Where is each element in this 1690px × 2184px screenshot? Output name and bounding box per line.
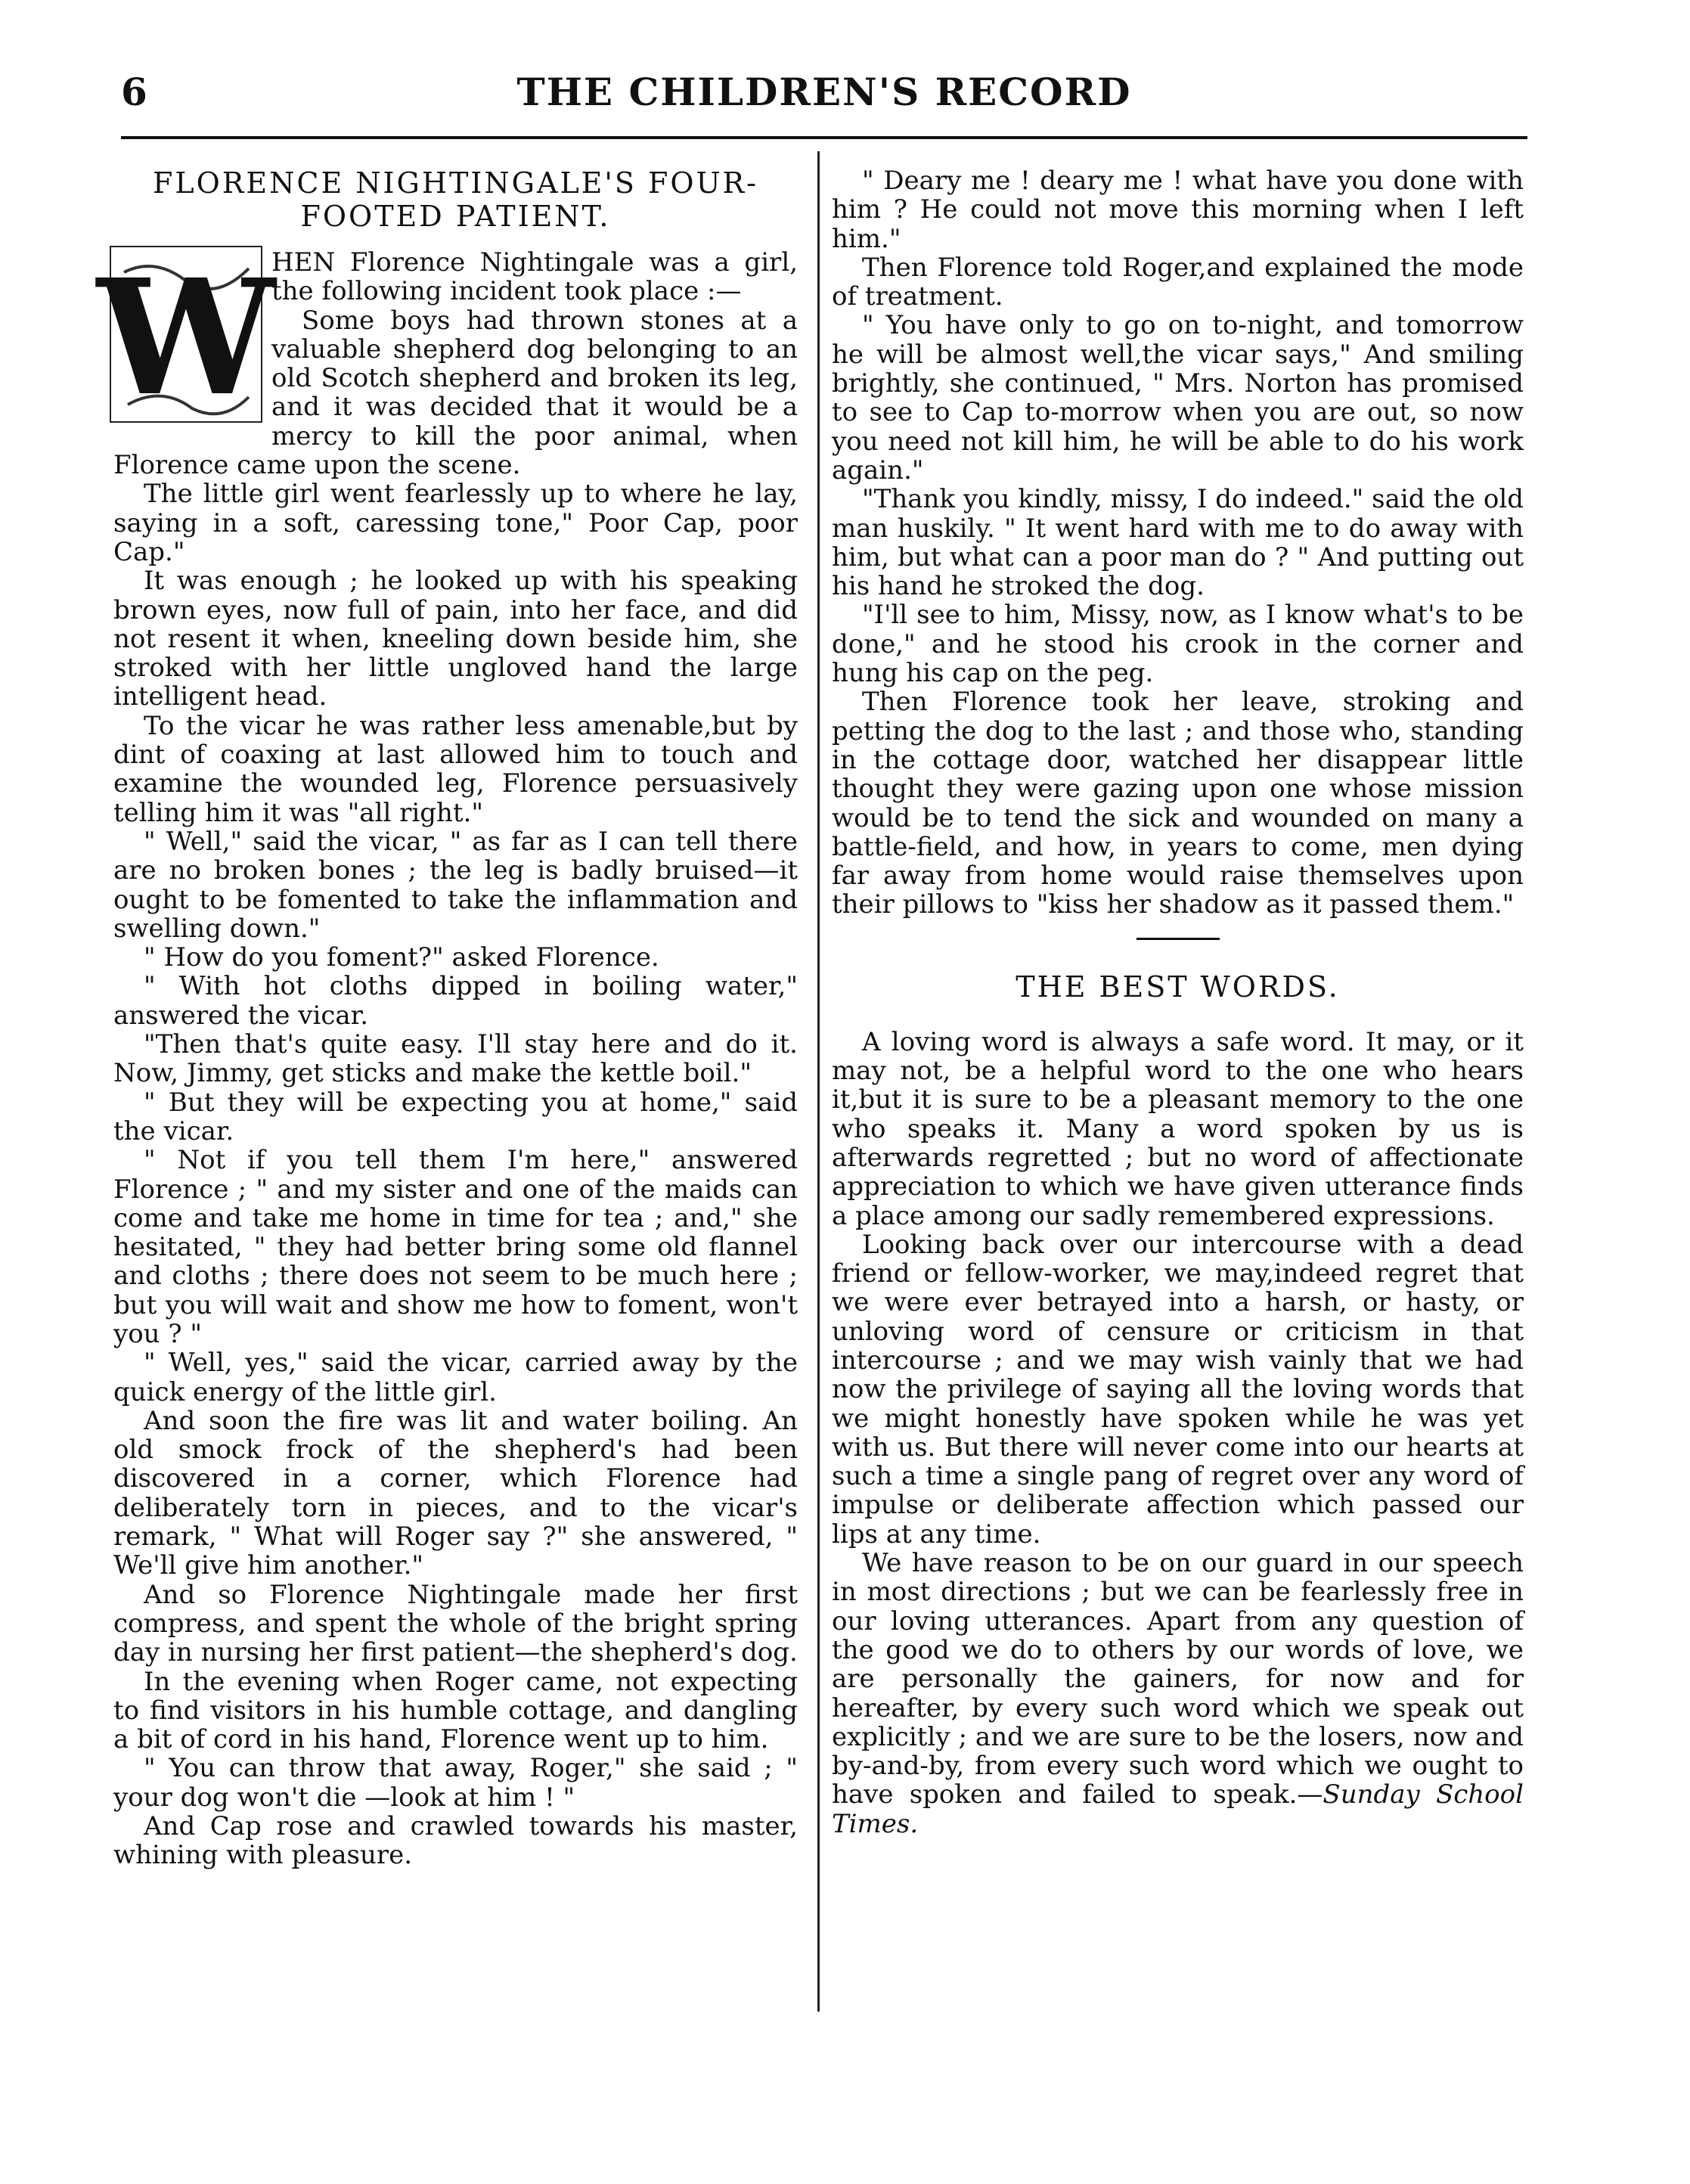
periodical-title: THE CHILDREN'S RECORD — [516, 70, 1132, 114]
paragraph: To the vicar he was rather less amenable,but by dint of coaxing at last allowed him to touch and examine the wounded leg, Florence persuasively telling him it was "all right." — [113, 710, 798, 828]
paragraph: " Well," said the vicar, " as far as I can tell there are no broken bones ; the leg is badly bruised—it ought to be fomented to take the inflammation and swelling down." — [113, 826, 798, 944]
paragraph: And Cap rose and crawled towards his master, whining with pleasure. — [113, 1811, 798, 1871]
paragraph: The little girl went fearlessly up to where he lay, saying in a soft, caressing tone," Poor Cap, poor Cap." — [113, 479, 798, 567]
paragraph: "I'll see to him, Missy, now, as I know what's to be done," and he stood his crook in the corner and hung his cap on the peg. — [832, 600, 1524, 689]
page-number: 6 — [121, 70, 147, 114]
paragraph: " You can throw that away, Roger," she said ; " your dog won't die —look at him ! " — [113, 1753, 798, 1813]
paragraph: It was enough ; he looked up with his speaking brown eyes, now full of pain, into her face, and did not resent it when, kneeling down beside him, she stroked with her little ungloved hand the large intelligent head. — [113, 566, 798, 712]
paragraph: A loving word is always a safe word. It may, or it may not, be a helpful word to the one who hears it,but it is sure to be a pleasant memory to the one who speaks it. Many a word spoken by us is afterwards regretted ; but no word of affectionate appreciation to which we have given utterance finds a place among our sadly remembered expressions. — [832, 1026, 1524, 1231]
drop-cap-letter: W — [97, 244, 275, 431]
header-rule — [121, 136, 1527, 139]
paragraph: Some boys had thrown stones at a valuable shepherd dog belonging to an old Scotch shepherd and broken its leg, and it was decided that it would be a mercy to kill the poor animal, when Florence came upon the scene. — [113, 305, 798, 481]
paragraph: " You have only to go on to-night, and tomorrow he will be almost well,the vicar says," And smiling brightly, she continued, " Mrs. Norton has promised to see to Cap to-morrow when you are out, so now you need not kill him, he will be able to do his work again." — [832, 310, 1524, 486]
left-column — [97, 166, 798, 1871]
paragraph: And soon the fire was lit and water boiling. An old smock frock of the shepherd's had been discovered in a corner, which Florence had deliberately torn in pieces, and to the vicar's remark, " What will Roger say ?" she answered, " We'll give him another." — [113, 1405, 798, 1581]
paragraph: " But they will be expecting you at home," said the vicar. — [113, 1087, 798, 1146]
paragraph: And so Florence Nightingale made her first compress, and spent the whole of the bright spring day in nursing her first patient—the shepherd's dog. — [113, 1579, 798, 1668]
paragraph: " Well, yes," said the vicar, carried away by the quick energy of the little girl. — [113, 1348, 798, 1407]
paragraph: " Deary me ! deary me ! what have you done with him ? He could not move this morning when I left him." — [832, 166, 1524, 254]
article-title: FLORENCE NIGHTINGALE'S FOUR-FOOTED PATIENT. — [153, 166, 758, 233]
paragraph: " Not if you tell them I'm here," answered Florence ; " and my sister and one of the maids can come and take me home in time for tea ; and," she hesitated, " they had better bring some old flannel and cloths ; there does not seem to be much here ; but you will wait and show me how to foment, won't you ? " — [113, 1145, 798, 1349]
paragraph: "Thank you kindly, missy, I do indeed." said the old man huskily. " It went hard with me to do away with him, but what can a poor man do ? " And putting out his hand he stroked the dog. — [832, 484, 1524, 602]
right-column — [832, 166, 1524, 1838]
column-divider — [817, 151, 820, 2012]
paragraph: Looking back over our intercourse with a dead friend or fellow-worker, we may,indeed regret that we were ever betrayed into a harsh, or hasty, or unloving word of censure or criticism in that intercourse ; and we may wish vainly that we had now the privilege of saying all the loving words that we might honestly have spoken while he was yet with us. But there will never come into our hearts at such a time a single pang of regret over any word of impulse or deliberate affection which passed our lips at any time. — [832, 1229, 1524, 1550]
paragraph: Then Florence told Roger,and explained the mode of treatment. — [832, 252, 1524, 312]
paragraph: " How do you foment?" asked Florence. — [144, 942, 659, 973]
section-divider — [1136, 938, 1220, 940]
source-credit: Sunday School Times. — [832, 1779, 1524, 1839]
article-title: THE BEST WORDS. — [1016, 969, 1340, 1004]
paragraph: Then Florence took her leave, stroking and petting the dog to the last ; and those who, standing in the cottage door, watched her disappear little thought they were gazing upon one whose mission would be to tend the sick and wounded on many a battle-field, and how, in years to come, men dying far away from home would raise themselves upon their pillows to "kiss her shadow as it passed them." — [832, 687, 1524, 920]
paragraph-text: We have reason to be on our guard in our speech in most directions ; but we can be fearlessly free in our loving utterances. Apart from any question of the good we do to others by our words of love, we are personally the gainers, for now and for hereafter, by every such word which we speak out explicitly ; and we are sure to be the losers, now and by-and-by, from every such word which we ought to have spoken and failed to speak.— — [832, 1548, 1524, 1810]
page-header — [121, 70, 1527, 123]
paragraph — [832, 1549, 1524, 1838]
paragraph: "Then that's quite easy. I'll stay here and do it. Now, Jimmy, get sticks and make the kettle boil." — [113, 1029, 798, 1089]
drop-cap-w — [97, 242, 275, 431]
paragraph: In the evening when Roger came, not expecting to find visitors in his humble cottage, and dangling a bit of cord in his hand, Florence went up to him. — [113, 1666, 798, 1755]
paragraph: " With hot cloths dipped in boiling water," answered the vicar. — [113, 971, 798, 1031]
lead-paragraph: HEN Florence Nightingale was a girl, the following incident took place :— — [271, 247, 798, 307]
